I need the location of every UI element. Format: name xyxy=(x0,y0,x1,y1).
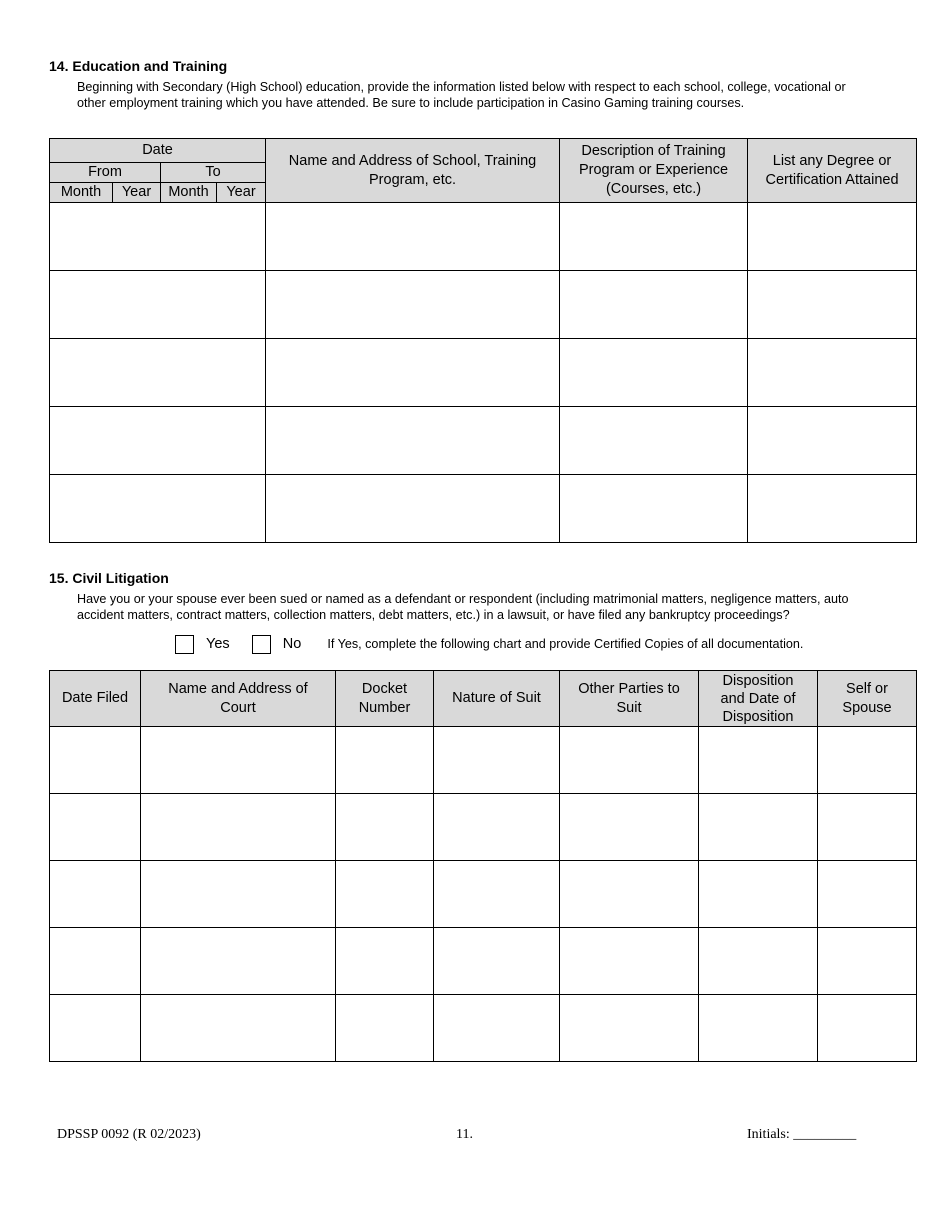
nature-cell[interactable] xyxy=(434,995,560,1062)
yes-label: Yes xyxy=(206,636,230,652)
litigation-answer-row xyxy=(175,634,803,654)
form-id: DPSSP 0092 (R 02/2023) xyxy=(57,1127,201,1142)
disposition-cell[interactable] xyxy=(699,861,818,928)
docket-cell[interactable] xyxy=(336,794,434,861)
date-cell[interactable] xyxy=(50,339,266,407)
initials-field[interactable]: Initials: _________ xyxy=(747,1127,857,1142)
education-instructions: Beginning with Secondary (High School) education, provide the information listed below with respect to each school, college, vocational or other employment training which you have attended. Be sure to include participation in Casino Gaming training courses. xyxy=(77,80,846,110)
education-table xyxy=(49,138,917,543)
school-name-header: Name and Address of School, Training Program, etc. xyxy=(266,139,560,203)
from-year-header: Year xyxy=(113,183,161,203)
date-cell[interactable] xyxy=(50,203,266,271)
date-cell[interactable] xyxy=(50,475,266,543)
nature-of-suit-header: Nature of Suit xyxy=(434,671,560,727)
yes-checkbox[interactable] xyxy=(175,635,194,654)
degree-cell[interactable] xyxy=(748,203,917,271)
self-spouse-cell[interactable] xyxy=(818,727,917,794)
table-row xyxy=(50,407,917,475)
description-cell[interactable] xyxy=(560,407,748,475)
self-spouse-cell[interactable] xyxy=(818,861,917,928)
degree-cell[interactable] xyxy=(748,407,917,475)
docket-number-header: Docket Number xyxy=(336,671,434,727)
table-row xyxy=(50,995,917,1062)
self-spouse-cell[interactable] xyxy=(818,928,917,995)
litigation-table xyxy=(49,670,917,1062)
page-number: 11. xyxy=(456,1127,473,1142)
parties-cell[interactable] xyxy=(560,928,699,995)
disposition-cell[interactable] xyxy=(699,995,818,1062)
education-section-title: 14. Education and Training xyxy=(49,58,228,74)
to-year-header: Year xyxy=(217,183,266,203)
to-header: To xyxy=(161,163,266,183)
to-month-header: Month xyxy=(161,183,217,203)
docket-cell[interactable] xyxy=(336,928,434,995)
court-cell[interactable] xyxy=(141,995,336,1062)
date-cell[interactable] xyxy=(50,271,266,339)
court-cell[interactable] xyxy=(141,861,336,928)
school-cell[interactable] xyxy=(266,407,560,475)
self-or-spouse-header: Self or Spouse xyxy=(818,671,917,727)
date-header: Date xyxy=(50,139,266,163)
docket-cell[interactable] xyxy=(336,995,434,1062)
date-filed-cell[interactable] xyxy=(50,995,141,1062)
other-parties-header: Other Parties to Suit xyxy=(560,671,699,727)
table-row xyxy=(50,271,917,339)
table-row xyxy=(50,727,917,794)
nature-cell[interactable] xyxy=(434,928,560,995)
nature-cell[interactable] xyxy=(434,794,560,861)
table-row xyxy=(50,203,917,271)
table-row xyxy=(50,339,917,407)
school-cell[interactable] xyxy=(266,271,560,339)
court-cell[interactable] xyxy=(141,928,336,995)
disposition-cell[interactable] xyxy=(699,928,818,995)
no-checkbox[interactable] xyxy=(252,635,271,654)
court-cell[interactable] xyxy=(141,727,336,794)
nature-cell[interactable] xyxy=(434,861,560,928)
school-cell[interactable] xyxy=(266,203,560,271)
date-filed-cell[interactable] xyxy=(50,794,141,861)
degree-cell[interactable] xyxy=(748,339,917,407)
table-row xyxy=(50,794,917,861)
school-cell[interactable] xyxy=(266,339,560,407)
date-filed-cell[interactable] xyxy=(50,928,141,995)
degree-cell[interactable] xyxy=(748,475,917,543)
date-filed-cell[interactable] xyxy=(50,727,141,794)
docket-cell[interactable] xyxy=(336,727,434,794)
date-cell[interactable] xyxy=(50,407,266,475)
description-cell[interactable] xyxy=(560,271,748,339)
parties-cell[interactable] xyxy=(560,727,699,794)
litigation-section-title: 15. Civil Litigation xyxy=(49,570,169,586)
from-header: From xyxy=(50,163,161,183)
degree-header: List any Degree or Certification Attained xyxy=(748,139,917,203)
litigation-instruction: If Yes, complete the following chart and provide Certified Copies of all documentation. xyxy=(327,637,804,651)
parties-cell[interactable] xyxy=(560,995,699,1062)
training-description-header: Description of Training Program or Experience (Courses, etc.) xyxy=(560,139,748,203)
description-cell[interactable] xyxy=(560,339,748,407)
table-row xyxy=(50,861,917,928)
no-label: No xyxy=(282,636,302,652)
description-cell[interactable] xyxy=(560,203,748,271)
table-row xyxy=(50,475,917,543)
disposition-cell[interactable] xyxy=(699,727,818,794)
from-month-header: Month xyxy=(50,183,113,203)
disposition-header: Disposition and Date of Disposition xyxy=(699,671,818,727)
parties-cell[interactable] xyxy=(560,794,699,861)
court-cell[interactable] xyxy=(141,794,336,861)
court-header: Name and Address of Court xyxy=(141,671,336,727)
date-filed-cell[interactable] xyxy=(50,861,141,928)
school-cell[interactable] xyxy=(266,475,560,543)
date-filed-header: Date Filed xyxy=(50,671,141,727)
self-spouse-cell[interactable] xyxy=(818,794,917,861)
degree-cell[interactable] xyxy=(748,271,917,339)
parties-cell[interactable] xyxy=(560,861,699,928)
docket-cell[interactable] xyxy=(336,861,434,928)
litigation-question: Have you or your spouse ever been sued or named as a defendant or respondent (including matrimonial matters, negligence matters, auto accident matters, contract matters, collection matters, debt matters, etc.) in a lawsuit, or have filed any bankruptcy proceedings? xyxy=(77,592,849,622)
table-row xyxy=(50,928,917,995)
description-cell[interactable] xyxy=(560,475,748,543)
nature-cell[interactable] xyxy=(434,727,560,794)
self-spouse-cell[interactable] xyxy=(818,995,917,1062)
disposition-cell[interactable] xyxy=(699,794,818,861)
